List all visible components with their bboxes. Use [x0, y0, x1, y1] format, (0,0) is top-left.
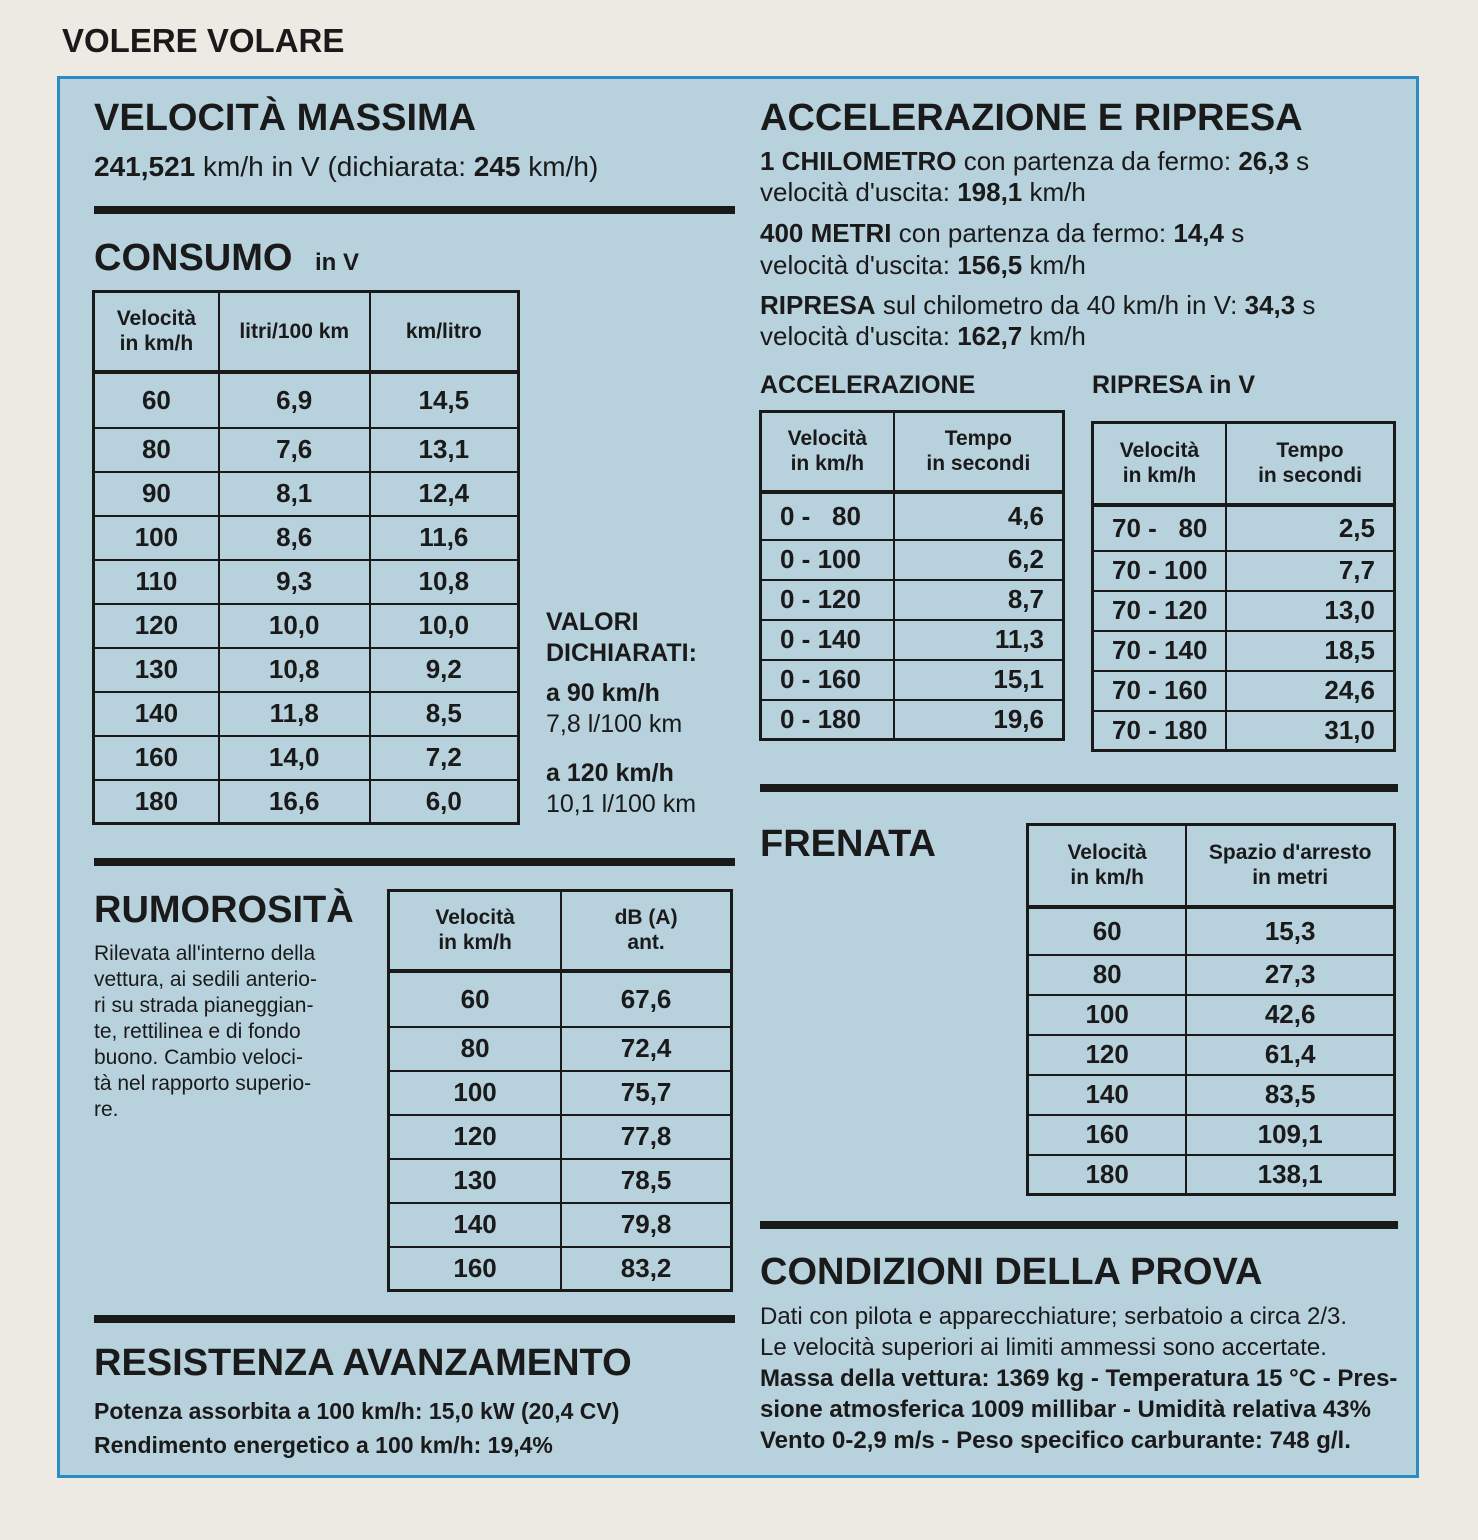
table-cell: 7,2	[370, 736, 519, 780]
table-cell: 130	[94, 648, 219, 692]
m400-value: 14,4	[1173, 218, 1224, 248]
consumo-header-litri: litri/100 km	[219, 292, 370, 372]
table-cell: 8,6	[219, 516, 370, 560]
table-cell: 60	[94, 372, 219, 428]
table-cell: 15,1	[894, 660, 1064, 700]
description-line: Rilevata all'interno della	[94, 942, 316, 965]
table-cell: 60	[1028, 907, 1187, 955]
table-cell: 70 - 100	[1093, 551, 1226, 591]
m400-exit-value: 156,5	[957, 250, 1023, 280]
dichiarati-title-1: VALORI	[546, 608, 639, 636]
page-title: VOLERE VOLARE	[62, 22, 345, 59]
table-cell: 80	[94, 428, 219, 472]
condizioni-title: CONDIZIONI DELLA PROVA	[760, 1251, 1263, 1293]
km-exit-label: velocità d'uscita:	[760, 177, 950, 207]
table-cell: 140	[389, 1203, 562, 1247]
table-row	[94, 428, 519, 472]
table-row	[761, 660, 1064, 700]
table-row	[761, 540, 1064, 580]
table-cell: 70 - 80	[1093, 505, 1226, 551]
ripresa-header-velocita: Velocità in km/h	[1093, 423, 1226, 505]
rumorosita-header-db: dB (A) ant.	[561, 891, 731, 971]
table-cell: 0 - 140	[761, 620, 894, 660]
km-text: con partenza da fermo:	[963, 146, 1232, 176]
table-row	[1028, 1035, 1395, 1075]
table-row	[94, 560, 519, 604]
ripresa-exit-value: 162,7	[957, 321, 1023, 351]
table-cell: 72,4	[561, 1027, 731, 1071]
table-row	[94, 372, 519, 428]
table-cell: 120	[389, 1115, 562, 1159]
velocita-value: 241,521	[94, 151, 196, 182]
table-cell: 160	[389, 1247, 562, 1291]
ripresa-exit-unit: km/h	[1029, 321, 1086, 351]
table-row	[1028, 1115, 1395, 1155]
km-label: 1 CHILOMETRO	[760, 146, 957, 176]
table-row	[94, 604, 519, 648]
resistenza-line-1: Potenza assorbita a 100 km/h: 15,0 kW (20,4 CV)	[94, 1398, 620, 1424]
ripresa-table	[1091, 421, 1396, 752]
condizioni-line-3: Massa della vettura: 1369 kg - Temperatura 15 °C - Pres-	[760, 1365, 1398, 1392]
accelerazione-header-tempo: Tempo in secondi	[894, 412, 1064, 492]
table-row	[1093, 631, 1395, 671]
frenata-table	[1026, 823, 1396, 1196]
table-cell: 138,1	[1186, 1155, 1394, 1195]
table-cell: 9,3	[219, 560, 370, 604]
table-cell: 180	[94, 780, 219, 824]
table-cell: 13,0	[1226, 591, 1395, 631]
ripresa-title: RIPRESA in V	[1092, 371, 1255, 399]
table-row	[389, 971, 732, 1027]
table-cell: 100	[1028, 995, 1187, 1035]
frenata-header-velocita: Velocità in km/h	[1028, 825, 1187, 907]
table-row	[1028, 1155, 1395, 1195]
ripresa-text: sul chilometro da 40 km/h in V:	[882, 290, 1238, 320]
condizioni-line-4: sione atmosferica 1009 millibar - Umidità relativa 43%	[760, 1396, 1371, 1423]
table-cell: 83,5	[1186, 1075, 1394, 1115]
table-row	[1093, 505, 1395, 551]
table-row	[94, 472, 519, 516]
accelerazione-title: ACCELERAZIONE	[760, 371, 976, 399]
table-cell: 0 - 80	[761, 492, 894, 540]
table-row	[1093, 591, 1395, 631]
table-cell: 80	[389, 1027, 562, 1071]
consumo-header-kmlitro: km/litro	[370, 292, 519, 372]
table-cell: 42,6	[1186, 995, 1394, 1035]
table-row	[389, 1027, 732, 1071]
table-row	[94, 692, 519, 736]
condizioni-line-1: Dati con pilota e apparecchiature; serbatoio a circa 2/3.	[760, 1303, 1348, 1330]
description-line: te, rettilinea e di fondo	[94, 1020, 301, 1043]
km-value: 26,3	[1238, 146, 1289, 176]
velocita-line	[94, 151, 598, 182]
frenata-header-spazio: Spazio d'arresto in metri	[1186, 825, 1394, 907]
table-cell: 0 - 180	[761, 700, 894, 740]
m400-exit-unit: km/h	[1029, 250, 1086, 280]
table-cell: 70 - 120	[1093, 591, 1226, 631]
table-cell: 15,3	[1186, 907, 1394, 955]
description-line: re.	[94, 1098, 119, 1121]
table-cell: 140	[1028, 1075, 1187, 1115]
rule-frenata	[760, 1221, 1398, 1229]
table-cell: 109,1	[1186, 1115, 1394, 1155]
table-cell: 67,6	[561, 971, 731, 1027]
table-cell: 27,3	[1186, 955, 1394, 995]
table-cell: 83,2	[561, 1247, 731, 1291]
table-cell: 100	[389, 1071, 562, 1115]
description-line: buono. Cambio veloci-	[94, 1046, 303, 1069]
table-cell: 11,3	[894, 620, 1064, 660]
velocita-declared: 245	[473, 151, 521, 182]
table-cell: 12,4	[370, 472, 519, 516]
table-row	[94, 736, 519, 780]
table-row	[1093, 551, 1395, 591]
table-row	[1028, 907, 1395, 955]
consumo-subtitle: in V	[315, 249, 360, 276]
valori-dichiarati	[546, 607, 697, 820]
rule-acc	[760, 784, 1398, 792]
table-row	[1028, 955, 1395, 995]
condizioni-line-2: Le velocità superiori ai limiti ammessi sono accertate.	[760, 1334, 1327, 1361]
table-cell: 16,6	[219, 780, 370, 824]
table-row	[389, 1203, 732, 1247]
m400-unit: s	[1231, 218, 1245, 248]
ripresa-exit-label: velocità d'uscita:	[760, 321, 950, 351]
table-row	[389, 1247, 732, 1291]
table-cell: 13,1	[370, 428, 519, 472]
km-line	[760, 146, 1309, 177]
table-cell: 110	[94, 560, 219, 604]
table-cell: 75,7	[561, 1071, 731, 1115]
m400-exit-line	[760, 250, 1086, 281]
velocita-declared-unit: km/h)	[528, 151, 599, 182]
data-panel	[57, 76, 1419, 1478]
table-cell: 120	[94, 604, 219, 648]
km-unit: s	[1296, 146, 1310, 176]
table-cell: 180	[1028, 1155, 1187, 1195]
table-cell: 10,8	[219, 648, 370, 692]
description-line: vettura, ai sedili anterio-	[94, 968, 317, 991]
table-cell: 0 - 160	[761, 660, 894, 700]
table-cell: 100	[94, 516, 219, 560]
table-cell: 11,6	[370, 516, 519, 560]
rumorosita-description	[94, 941, 317, 1123]
consumo-header-velocita: Velocità in km/h	[94, 292, 219, 372]
table-cell: 19,6	[894, 700, 1064, 740]
ripresa-exit-line	[760, 321, 1086, 352]
table-cell: 60	[389, 971, 562, 1027]
table-row	[389, 1159, 732, 1203]
frenata-title: FRENATA	[760, 823, 936, 865]
velocita-title: VELOCITÀ MASSIMA	[94, 97, 477, 139]
table-row	[94, 780, 519, 824]
consumo-table	[92, 290, 520, 825]
ripresa-value: 34,3	[1244, 290, 1296, 320]
condizioni-text	[760, 1301, 1397, 1456]
table-cell: 6,0	[370, 780, 519, 824]
table-cell: 7,6	[219, 428, 370, 472]
table-row	[94, 516, 519, 560]
table-cell: 79,8	[561, 1203, 731, 1247]
table-cell: 18,5	[1226, 631, 1395, 671]
table-cell: 9,2	[370, 648, 519, 692]
table-cell: 7,7	[1226, 551, 1395, 591]
table-cell: 6,9	[219, 372, 370, 428]
table-cell: 11,8	[219, 692, 370, 736]
table-cell: 120	[1028, 1035, 1187, 1075]
table-cell: 77,8	[561, 1115, 731, 1159]
m400-exit-label: velocità d'uscita:	[760, 250, 950, 280]
table-cell: 78,5	[561, 1159, 731, 1203]
table-cell: 70 - 160	[1093, 671, 1226, 711]
accelerazione-table	[759, 410, 1065, 741]
table-cell: 10,0	[370, 604, 519, 648]
rumorosita-header-velocita: Velocità in km/h	[389, 891, 562, 971]
table-cell: 10,8	[370, 560, 519, 604]
km-exit-unit: km/h	[1029, 177, 1086, 207]
table-cell: 130	[389, 1159, 562, 1203]
description-line: tà nel rapporto superio-	[94, 1072, 312, 1095]
dichiarati-2-value: 10,1 l/100 km	[546, 790, 697, 818]
table-row	[761, 580, 1064, 620]
table-cell: 14,5	[370, 372, 519, 428]
dichiarati-1-label: a 90 km/h	[546, 679, 660, 707]
rule-velocita	[94, 206, 735, 214]
dichiarati-1-value: 7,8 l/100 km	[546, 710, 683, 738]
table-cell: 8,5	[370, 692, 519, 736]
velocita-unit: km/h in V (dichiarata:	[203, 151, 466, 182]
ripresa-line	[760, 290, 1315, 321]
dichiarati-2-label: a 120 km/h	[546, 759, 674, 787]
km-exit-line	[760, 177, 1086, 208]
ripresa-header-tempo: Tempo in secondi	[1226, 423, 1395, 505]
ripresa-label: RIPRESA	[760, 290, 876, 320]
description-line: ri su strada pianeggian-	[94, 994, 314, 1017]
rule-consumo	[94, 858, 735, 866]
table-cell: 8,1	[219, 472, 370, 516]
table-cell: 140	[94, 692, 219, 736]
m400-text: con partenza da fermo:	[898, 218, 1167, 248]
table-cell: 0 - 120	[761, 580, 894, 620]
table-row	[94, 648, 519, 692]
resistenza-line-2: Rendimento energetico a 100 km/h: 19,4%	[94, 1432, 553, 1458]
table-cell: 4,6	[894, 492, 1064, 540]
table-row	[1028, 1075, 1395, 1115]
table-cell: 80	[1028, 955, 1187, 995]
table-cell: 90	[94, 472, 219, 516]
consumo-title-text: CONSUMO	[94, 237, 293, 279]
table-cell: 24,6	[1226, 671, 1395, 711]
table-row	[761, 492, 1064, 540]
table-cell: 160	[1028, 1115, 1187, 1155]
table-cell: 2,5	[1226, 505, 1395, 551]
accelerazione-header-velocita: Velocità in km/h	[761, 412, 894, 492]
rumorosita-table	[387, 889, 733, 1292]
km-exit-value: 198,1	[957, 177, 1023, 207]
table-row	[389, 1071, 732, 1115]
resistenza-title: RESISTENZA AVANZAMENTO	[94, 1342, 632, 1384]
condizioni-line-5: Vento 0-2,9 m/s - Peso specifico carburante: 748 g/l.	[760, 1427, 1351, 1454]
table-row	[1028, 995, 1395, 1035]
dichiarati-title-2: DICHIARATI:	[546, 639, 697, 667]
ripresa-unit: s	[1302, 290, 1316, 320]
table-cell: 14,0	[219, 736, 370, 780]
table-row	[1093, 671, 1395, 711]
table-row	[761, 700, 1064, 740]
table-cell: 8,7	[894, 580, 1064, 620]
m400-line	[760, 218, 1244, 249]
table-cell: 0 - 100	[761, 540, 894, 580]
m400-label: 400 METRI	[760, 218, 892, 248]
rule-rumorosita	[94, 1315, 735, 1323]
table-cell: 6,2	[894, 540, 1064, 580]
table-cell: 160	[94, 736, 219, 780]
consumo-title	[94, 237, 359, 280]
table-cell: 10,0	[219, 604, 370, 648]
rumorosita-title: RUMOROSITÀ	[94, 889, 354, 931]
accelerazione-ripresa-title: ACCELERAZIONE E RIPRESA	[760, 97, 1303, 139]
table-row	[761, 620, 1064, 660]
table-cell: 70 - 140	[1093, 631, 1226, 671]
table-cell: 70 - 180	[1093, 711, 1226, 751]
table-row	[1093, 711, 1395, 751]
table-cell: 61,4	[1186, 1035, 1394, 1075]
table-row	[389, 1115, 732, 1159]
table-cell: 31,0	[1226, 711, 1395, 751]
